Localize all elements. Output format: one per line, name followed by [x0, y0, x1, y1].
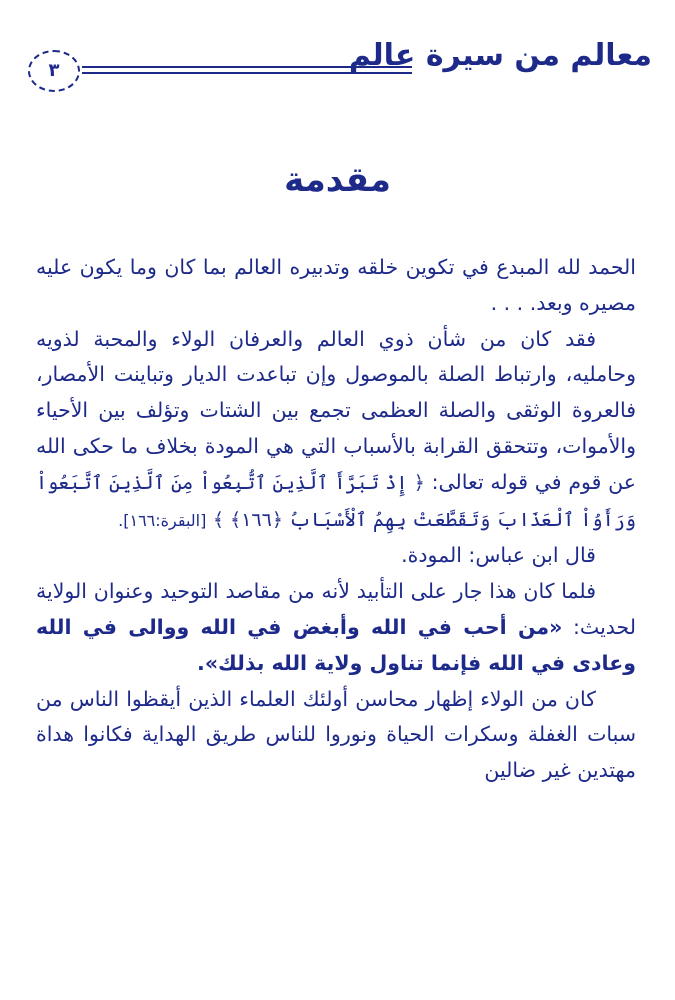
paragraph-text: فقد كان من شأن ذوي العالم والعرفان الولاء والمحبة لذويه وحامليه، وارتباط الصلة بالموصول وإن تباعدت الديار وتباينت الأمصار، فالعروة الوثقى والصلة العظمى تجمع بين الشتات وتؤلف بين الأحياء والأموات، وتتحقق القرابة بالأسباب التي هي المودة بخلاف ما حكى الله عن قوم في قوله تعالى:: [36, 326, 636, 494]
paragraph: [36, 322, 636, 539]
header-rule: [82, 66, 412, 68]
paragraph: كان من الولاء إظهار محاسن أولئك العلماء الذين أيقظوا الناس من سبات الغفلة وسكرات الحياة ونوروا للناس طريق الهداية فكانوا هداة مهتدين غير ضالين: [36, 686, 636, 783]
hadith-quote: «من أحب في الله وأبغض في الله ووالى في الله وعادى في الله فإنما تناول ولاية الله بذلك».: [36, 614, 636, 675]
paragraph: الحمد لله المبدع في تكوين خلقه وتدبيره العالم بما كان وما يكون عليه مصيره وبعد. . . .: [36, 255, 636, 315]
section-heading: مقدمة: [284, 160, 391, 200]
book-title: معالم من سيرة عالم: [348, 38, 652, 73]
quran-verse: ﴿ إِذْ تَبَرَّأَ ٱلَّذِينَ ٱتُّبِعُواْ مِنَ ٱلَّذِينَ ٱتَّبَعُواْ وَرَأَوُاْ ٱلْعَذَابَ وَتَقَطَّعَتْ بِهِمُ ٱلْأَسْبَابُ ﴿١٦٦﴾ ﴾: [36, 471, 636, 531]
paragraph: قال ابن عباس: المودة.: [401, 543, 596, 568]
page-number: ٣: [28, 50, 80, 92]
body-text: [36, 250, 636, 789]
verse-reference: [البقرة:١٦٦].: [118, 510, 207, 530]
paragraph: [36, 574, 636, 681]
header-rule: [82, 72, 412, 74]
page-header: [22, 28, 652, 98]
paragraph-text: فلما كان هذا جار على التأبيد لأنه من مقاصد التوحيد وعنوان الولاية لحديث:: [36, 579, 637, 639]
